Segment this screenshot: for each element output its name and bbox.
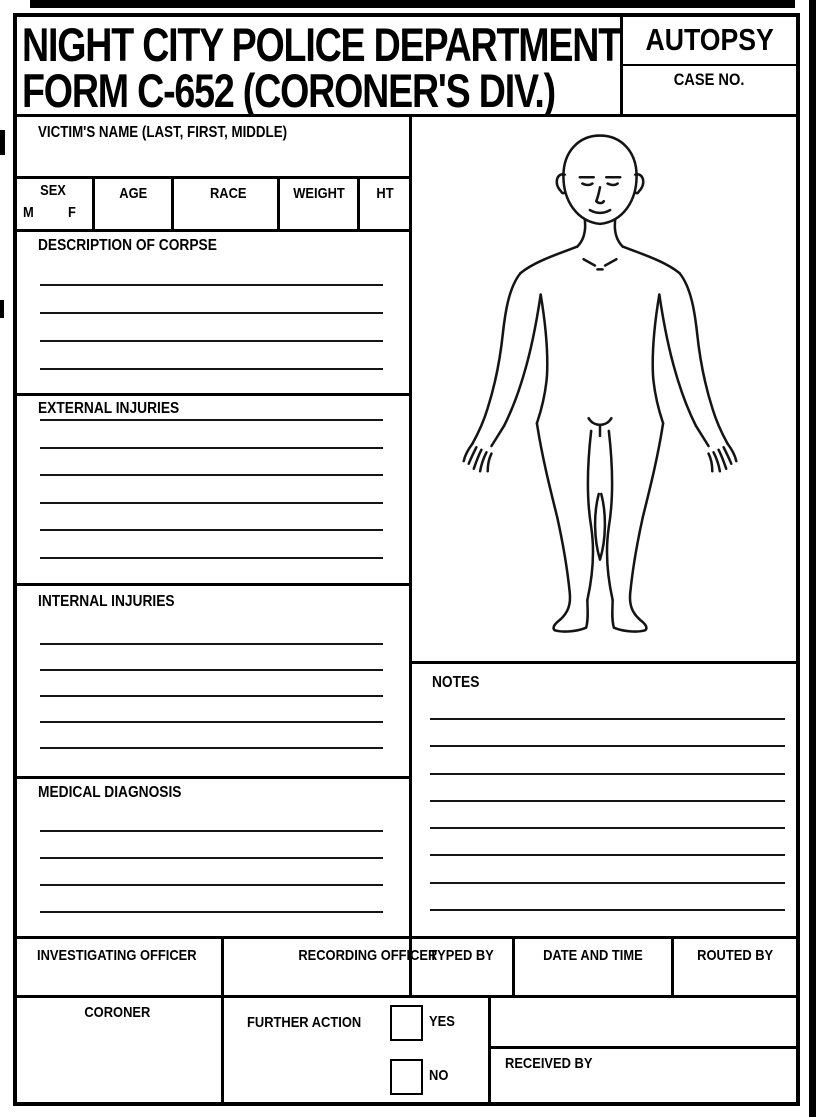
age-field[interactable]: AGE bbox=[119, 185, 147, 202]
form-title-line1: NIGHT CITY POLICE DEPARTMENT bbox=[22, 18, 620, 71]
writing-line[interactable] bbox=[40, 747, 383, 749]
writing-line[interactable] bbox=[40, 669, 383, 671]
writing-line[interactable] bbox=[40, 368, 383, 370]
writing-line[interactable] bbox=[430, 882, 785, 884]
description-writing-lines bbox=[40, 284, 383, 370]
routed-by-field[interactable]: ROUTED BY bbox=[697, 947, 773, 964]
case-no-field[interactable] bbox=[623, 92, 796, 114]
received-by-top-line bbox=[490, 1046, 800, 1049]
writing-line[interactable] bbox=[40, 695, 383, 697]
name-box-bottom-line bbox=[13, 176, 410, 179]
yes-label: YES bbox=[429, 1013, 455, 1030]
medical-diagnosis-writing-lines bbox=[40, 830, 383, 913]
external-injuries-heading: EXTERNAL INJURIES bbox=[38, 400, 180, 417]
age-race-divider bbox=[171, 176, 174, 232]
victim-name-field[interactable] bbox=[17, 142, 407, 175]
external-injuries-writing-lines bbox=[40, 419, 383, 559]
writing-line[interactable] bbox=[40, 830, 383, 832]
description-of-corpse-heading: DESCRIPTION OF CORPSE bbox=[38, 237, 217, 254]
recording-officer-field[interactable]: RECORDING OFFICER bbox=[298, 947, 438, 964]
writing-line[interactable] bbox=[40, 557, 383, 559]
writing-line[interactable] bbox=[40, 312, 383, 314]
writing-line[interactable] bbox=[40, 474, 383, 476]
writing-line[interactable] bbox=[40, 447, 383, 449]
writing-line[interactable] bbox=[40, 284, 383, 286]
ht-field[interactable]: HT bbox=[375, 185, 394, 202]
notes-top-line bbox=[409, 661, 800, 664]
race-field[interactable]: RACE bbox=[210, 185, 247, 202]
coroner-divider bbox=[221, 995, 224, 1105]
column-divider-line bbox=[409, 114, 412, 998]
sex-label: SEX bbox=[40, 182, 66, 199]
scan-artifact-left-mark bbox=[0, 300, 4, 318]
writing-line[interactable] bbox=[40, 419, 383, 421]
received-by-upper-cell[interactable] bbox=[491, 998, 796, 1046]
external-bottom-line bbox=[13, 583, 410, 586]
form-border-bottom bbox=[13, 1102, 800, 1106]
typed-by-field[interactable]: TYPED BY bbox=[429, 947, 495, 964]
form-title-line2: FORM C-652 (CORONER'S DIV.) bbox=[22, 64, 555, 117]
received-by-label: RECEIVED BY bbox=[505, 1055, 593, 1072]
scan-artifact-right-bar bbox=[809, 0, 816, 1117]
doc-type-label: AUTOPSY bbox=[645, 22, 774, 57]
notes-writing-lines bbox=[430, 718, 785, 911]
writing-line[interactable] bbox=[430, 827, 785, 829]
writing-line[interactable] bbox=[40, 502, 383, 504]
description-bottom-line bbox=[13, 393, 410, 396]
notes-heading: NOTES bbox=[432, 674, 480, 691]
writing-line[interactable] bbox=[40, 529, 383, 531]
body-diagram-box bbox=[455, 128, 745, 658]
weight-field[interactable]: WEIGHT bbox=[292, 185, 345, 202]
further-action-label: FURTHER ACTION bbox=[247, 1014, 362, 1031]
scan-artifact-top-bar bbox=[30, 0, 795, 8]
internal-bottom-line bbox=[13, 776, 410, 779]
writing-line[interactable] bbox=[40, 884, 383, 886]
writing-line[interactable] bbox=[40, 340, 383, 342]
writing-line[interactable] bbox=[430, 800, 785, 802]
footer-top-line bbox=[13, 936, 800, 939]
writing-line[interactable] bbox=[430, 773, 785, 775]
scan-artifact-left-mark bbox=[0, 130, 5, 155]
internal-injuries-heading: INTERNAL INJURIES bbox=[38, 593, 175, 610]
medical-diagnosis-heading: MEDICAL DIAGNOSIS bbox=[38, 784, 182, 801]
sex-row-bottom-line bbox=[13, 229, 410, 232]
internal-injuries-writing-lines bbox=[40, 643, 383, 749]
human-body-front-outline-icon bbox=[455, 128, 745, 658]
writing-line[interactable] bbox=[430, 909, 785, 911]
coroner-field[interactable]: CORONER bbox=[84, 1004, 150, 1021]
writing-line[interactable] bbox=[40, 643, 383, 645]
form-border-right bbox=[796, 13, 800, 1106]
victim-name-label: VICTIM'S NAME (LAST, FIRST, MIDDLE) bbox=[38, 124, 288, 141]
received-by-field[interactable] bbox=[491, 1072, 796, 1102]
further-action-no-checkbox[interactable] bbox=[390, 1059, 423, 1095]
writing-line[interactable] bbox=[430, 854, 785, 856]
investigating-officer-field[interactable]: INVESTIGATING OFFICER bbox=[37, 947, 197, 964]
writing-line[interactable] bbox=[430, 718, 785, 720]
sex-female-option[interactable]: F bbox=[68, 204, 76, 221]
writing-line[interactable] bbox=[40, 911, 383, 913]
writing-line[interactable] bbox=[40, 857, 383, 859]
writing-line[interactable] bbox=[430, 745, 785, 747]
no-label: NO bbox=[429, 1067, 449, 1084]
date-and-time-field[interactable]: DATE AND TIME bbox=[543, 947, 643, 964]
writing-line[interactable] bbox=[40, 721, 383, 723]
sex-male-option[interactable]: M bbox=[23, 204, 34, 221]
further-action-yes-checkbox[interactable] bbox=[390, 1005, 423, 1041]
case-no-label: CASE NO. bbox=[674, 70, 745, 89]
